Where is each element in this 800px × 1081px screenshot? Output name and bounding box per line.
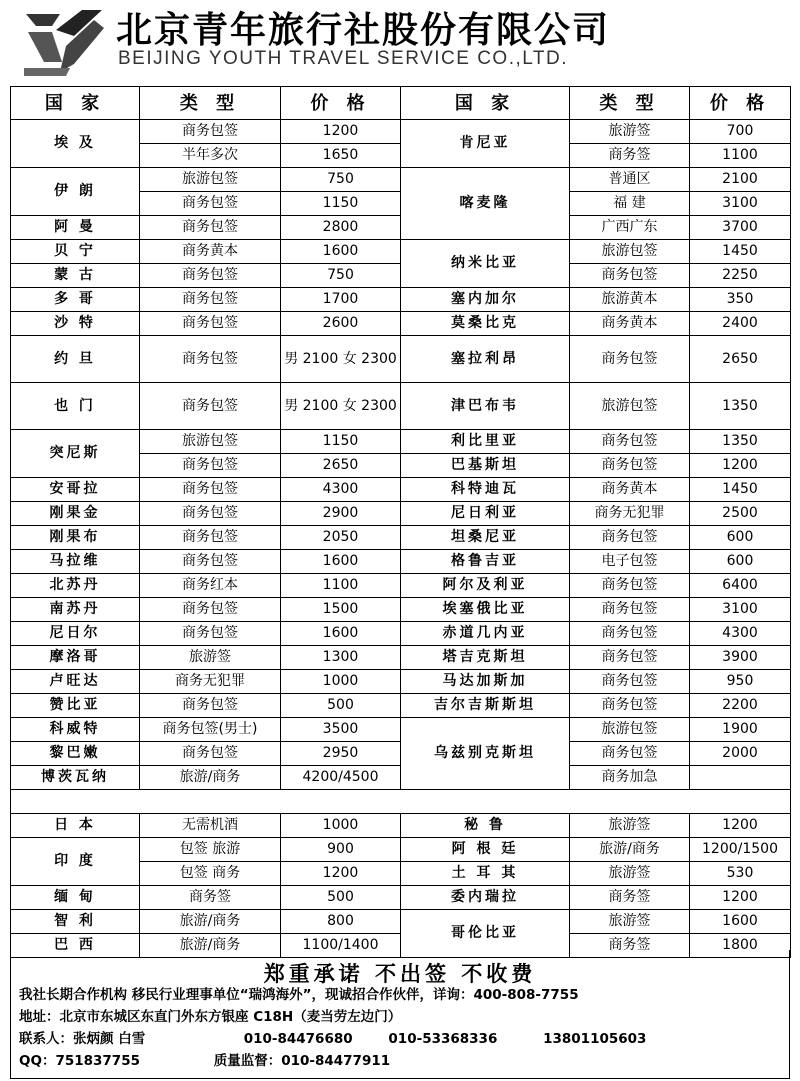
type-cell: 商务包签 — [570, 264, 690, 288]
address-line: 地址：北京市东城区东直门外东方银座 C18H（麦当劳左边门） — [19, 1009, 402, 1025]
price-cell: 2000 — [690, 742, 791, 766]
table-row — [11, 718, 791, 742]
table-header-row — [11, 87, 791, 120]
type-cell: 旅游/商务 — [570, 838, 690, 862]
price-cell: 2100 — [690, 168, 791, 192]
type-cell: 商务包签 — [570, 574, 690, 598]
price-cell: 350 — [690, 288, 791, 312]
table-row — [11, 502, 791, 526]
table-row — [11, 838, 791, 862]
type-cell: 商务包签 — [140, 550, 281, 574]
type-cell: 商务包签 — [570, 598, 690, 622]
country-cell: 也 门 — [11, 383, 140, 430]
country-cell: 赞比亚 — [11, 694, 140, 718]
country-cell: 尼日利亚 — [401, 502, 570, 526]
country-cell: 纳米比亚 — [401, 240, 570, 288]
price-cell: 800 — [281, 910, 401, 934]
type-cell: 包签 商务 — [140, 862, 281, 886]
type-cell: 商务包签(男士) — [140, 718, 281, 742]
price-cell: 1200 — [690, 814, 791, 838]
table-row — [11, 430, 791, 454]
type-cell: 商务包签 — [570, 454, 690, 478]
type-cell: 商务包签 — [140, 216, 281, 240]
country-cell: 多 哥 — [11, 288, 140, 312]
header-price: 价 格 — [690, 87, 791, 120]
country-cell: 摩洛哥 — [11, 646, 140, 670]
country-cell: 吉尔吉斯斯坦 — [401, 694, 570, 718]
type-cell: 商务黄本 — [570, 312, 690, 336]
table-row — [11, 478, 791, 502]
type-cell: 商务黄本 — [140, 240, 281, 264]
header-price: 价 格 — [281, 87, 401, 120]
country-cell: 秘 鲁 — [401, 814, 570, 838]
type-cell: 广西广东 — [570, 216, 690, 240]
country-cell: 安哥拉 — [11, 478, 140, 502]
price-cell: 1600 — [281, 240, 401, 264]
country-cell: 刚果金 — [11, 502, 140, 526]
type-cell: 商务包签 — [140, 288, 281, 312]
price-cell: 1450 — [690, 240, 791, 264]
type-cell: 旅游黄本 — [570, 288, 690, 312]
price-cell: 530 — [690, 862, 791, 886]
price-cell: 1200 — [281, 862, 401, 886]
phone-number: 13801105603 — [543, 1031, 647, 1047]
type-cell: 旅游包签 — [140, 430, 281, 454]
type-cell: 商务包签 — [570, 430, 690, 454]
type-cell: 商务包签 — [140, 120, 281, 144]
qq-line — [19, 1050, 789, 1072]
price-cell: 1100/1400 — [281, 934, 401, 958]
price-cell: 900 — [281, 838, 401, 862]
type-cell: 商务包签 — [140, 336, 281, 383]
country-cell: 土 耳 其 — [401, 862, 570, 886]
type-cell: 商务加急 — [570, 766, 690, 790]
type-cell: 旅游/商务 — [140, 910, 281, 934]
price-cell: 1100 — [281, 574, 401, 598]
table-gap-row — [11, 790, 791, 814]
country-cell: 乌兹别克斯坦 — [401, 718, 570, 790]
price-cell: 500 — [281, 694, 401, 718]
type-cell: 电子包签 — [570, 550, 690, 574]
price-cell: 2500 — [690, 502, 791, 526]
type-cell: 旅游/商务 — [140, 766, 281, 790]
price-cell: 1600 — [690, 910, 791, 934]
country-cell: 格鲁吉亚 — [401, 550, 570, 574]
type-cell: 商务包签 — [140, 383, 281, 430]
price-cell: 2600 — [281, 312, 401, 336]
price-cell: 2200 — [690, 694, 791, 718]
price-cell: 2900 — [281, 502, 401, 526]
price-cell: 1600 — [281, 622, 401, 646]
price-cell: 2650 — [281, 454, 401, 478]
country-cell: 津巴布韦 — [401, 383, 570, 430]
table-row — [11, 336, 791, 383]
country-cell: 卢旺达 — [11, 670, 140, 694]
price-cell: 2800 — [281, 216, 401, 240]
type-cell: 商务包签 — [140, 264, 281, 288]
country-cell: 缅 甸 — [11, 886, 140, 910]
country-cell: 塞拉利昂 — [401, 336, 570, 383]
type-cell: 商务包签 — [140, 478, 281, 502]
type-cell: 商务包签 — [140, 742, 281, 766]
type-cell: 商务包签 — [140, 526, 281, 550]
price-cell: 2050 — [281, 526, 401, 550]
country-cell: 马拉维 — [11, 550, 140, 574]
price-cell: 1150 — [281, 430, 401, 454]
table-row — [11, 240, 791, 264]
price-cell: 2650 — [690, 336, 791, 383]
type-cell: 商务包签 — [140, 454, 281, 478]
country-cell: 莫桑比克 — [401, 312, 570, 336]
country-cell: 利比里亚 — [401, 430, 570, 454]
price-cell: 1600 — [281, 550, 401, 574]
country-cell: 科威特 — [11, 718, 140, 742]
partner-line: 我社长期合作机构 移民行业理事单位“瑞鸿海外”，现诚招合作伙伴，详询：400-808-7755 — [19, 987, 579, 1003]
country-cell: 塞内加尔 — [401, 288, 570, 312]
price-cell: 4200/4500 — [281, 766, 401, 790]
price-cell: 男 2100 女 2300 — [281, 383, 401, 430]
type-cell: 商务签 — [570, 934, 690, 958]
type-cell: 商务红本 — [140, 574, 281, 598]
country-cell: 北苏丹 — [11, 574, 140, 598]
country-cell: 蒙 古 — [11, 264, 140, 288]
price-cell: 1500 — [281, 598, 401, 622]
country-cell: 委内瑞拉 — [401, 886, 570, 910]
table-row — [11, 886, 791, 910]
type-cell: 商务签 — [570, 144, 690, 168]
table-row — [11, 120, 791, 144]
price-cell: 1300 — [281, 646, 401, 670]
price-cell: 1200/1500 — [690, 838, 791, 862]
table-row — [11, 574, 791, 598]
country-cell: 阿尔及利亚 — [401, 574, 570, 598]
type-cell: 商务包签 — [140, 502, 281, 526]
type-cell: 商务包签 — [570, 622, 690, 646]
type-cell: 商务包签 — [570, 742, 690, 766]
price-cell: 750 — [281, 264, 401, 288]
price-cell: 1350 — [690, 383, 791, 430]
type-cell: 旅游包签 — [570, 718, 690, 742]
contact-label: 联系人：张炳颜 白雪 — [19, 1031, 146, 1047]
gap-cell — [11, 790, 791, 814]
country-cell: 伊 朗 — [11, 168, 140, 216]
price-cell: 1000 — [281, 814, 401, 838]
type-cell: 旅游/商务 — [140, 934, 281, 958]
price-cell: 600 — [690, 526, 791, 550]
table-row — [11, 288, 791, 312]
price-cell: 男 2100 女 2300 — [281, 336, 401, 383]
phone-number: 010-53368336 — [388, 1031, 498, 1047]
price-cell: 1200 — [690, 886, 791, 910]
type-cell: 普通区 — [570, 168, 690, 192]
price-cell: 2250 — [690, 264, 791, 288]
price-cell: 1350 — [690, 430, 791, 454]
supervision-phone: 质量监督：010-84477911 — [213, 1053, 391, 1069]
table-row — [11, 526, 791, 550]
country-cell: 刚果布 — [11, 526, 140, 550]
table-row — [11, 814, 791, 838]
price-cell: 1100 — [690, 144, 791, 168]
type-cell: 商务包签 — [570, 336, 690, 383]
country-cell: 博茨瓦纳 — [11, 766, 140, 790]
table-row — [11, 670, 791, 694]
price-cell: 1150 — [281, 192, 401, 216]
price-cell: 4300 — [690, 622, 791, 646]
country-cell: 肯尼亚 — [401, 120, 570, 168]
country-cell: 坦桑尼亚 — [401, 526, 570, 550]
type-cell: 商务包签 — [140, 192, 281, 216]
phone-number: 010-84476680 — [243, 1031, 353, 1047]
country-cell: 沙 特 — [11, 312, 140, 336]
price-cell: 1650 — [281, 144, 401, 168]
country-cell: 智 利 — [11, 910, 140, 934]
header-country: 国 家 — [11, 87, 140, 120]
type-cell: 商务包签 — [570, 646, 690, 670]
header-type: 类 型 — [140, 87, 281, 120]
header-type: 类 型 — [570, 87, 690, 120]
type-cell: 无需机酒 — [140, 814, 281, 838]
type-cell: 旅游包签 — [570, 383, 690, 430]
price-cell: 3500 — [281, 718, 401, 742]
price-cell: 3100 — [690, 598, 791, 622]
price-cell: 2400 — [690, 312, 791, 336]
header-country: 国 家 — [401, 87, 570, 120]
price-cell: 6400 — [690, 574, 791, 598]
price-cell: 600 — [690, 550, 791, 574]
visa-price-table — [10, 86, 791, 958]
table-row — [11, 622, 791, 646]
type-cell: 商务包签 — [570, 694, 690, 718]
company-name-en: BEIJING YOUTH TRAVEL SERVICE CO.,LTD. — [118, 48, 569, 69]
country-cell: 科特迪瓦 — [401, 478, 570, 502]
type-cell: 旅游包签 — [570, 240, 690, 264]
table-row — [11, 168, 791, 192]
country-cell: 喀麦隆 — [401, 168, 570, 240]
promise-banner: 郑重承诺 不出签 不收费 — [263, 962, 537, 986]
table-row — [11, 383, 791, 430]
table-row — [11, 312, 791, 336]
price-cell: 3100 — [690, 192, 791, 216]
country-cell: 南苏丹 — [11, 598, 140, 622]
type-cell: 商务无犯罪 — [570, 502, 690, 526]
type-cell: 商务包签 — [140, 312, 281, 336]
price-cell — [690, 766, 791, 790]
price-cell: 3700 — [690, 216, 791, 240]
country-cell: 突尼斯 — [11, 430, 140, 478]
type-cell: 旅游签 — [570, 120, 690, 144]
country-cell: 黎巴嫩 — [11, 742, 140, 766]
country-cell: 巴基斯坦 — [401, 454, 570, 478]
type-cell: 商务签 — [140, 886, 281, 910]
footer — [10, 950, 790, 1079]
country-cell: 赤道几内亚 — [401, 622, 570, 646]
price-cell: 1200 — [281, 120, 401, 144]
type-cell: 商务包签 — [140, 694, 281, 718]
price-cell: 1000 — [281, 670, 401, 694]
type-cell: 商务签 — [570, 886, 690, 910]
country-cell: 阿 根 廷 — [401, 838, 570, 862]
price-cell: 1700 — [281, 288, 401, 312]
type-cell: 包签 旅游 — [140, 838, 281, 862]
table-row — [11, 550, 791, 574]
type-cell: 商务包签 — [140, 622, 281, 646]
price-cell: 950 — [690, 670, 791, 694]
table-row — [11, 910, 791, 934]
table-row — [11, 646, 791, 670]
type-cell: 旅游签 — [140, 646, 281, 670]
type-cell: 旅游签 — [570, 862, 690, 886]
type-cell: 旅游签 — [570, 814, 690, 838]
company-name-cn: 北京青年旅行社股份有限公司 — [116, 9, 611, 51]
country-cell: 哥伦比亚 — [401, 910, 570, 958]
country-cell: 贝 宁 — [11, 240, 140, 264]
type-cell: 商务包签 — [570, 670, 690, 694]
country-cell: 塔吉克斯坦 — [401, 646, 570, 670]
type-cell: 半年多次 — [140, 144, 281, 168]
country-cell: 阿 曼 — [11, 216, 140, 240]
country-cell: 埃 及 — [11, 120, 140, 168]
price-cell: 500 — [281, 886, 401, 910]
contact-line — [19, 1028, 789, 1050]
country-cell: 尼日尔 — [11, 622, 140, 646]
header — [0, 0, 800, 84]
type-cell: 福 建 — [570, 192, 690, 216]
country-cell: 约 旦 — [11, 336, 140, 383]
type-cell: 商务黄本 — [570, 478, 690, 502]
type-cell: 旅游包签 — [140, 168, 281, 192]
country-cell: 巴 西 — [11, 934, 140, 958]
table-row — [11, 694, 791, 718]
price-cell: 750 — [281, 168, 401, 192]
price-cell: 1200 — [690, 454, 791, 478]
price-cell: 3900 — [690, 646, 791, 670]
country-cell: 日 本 — [11, 814, 140, 838]
type-cell: 旅游签 — [570, 910, 690, 934]
company-logo-icon — [22, 6, 106, 78]
country-cell: 埃塞俄比亚 — [401, 598, 570, 622]
price-cell: 1800 — [690, 934, 791, 958]
price-cell: 4300 — [281, 478, 401, 502]
price-cell: 1900 — [690, 718, 791, 742]
table-row — [11, 598, 791, 622]
country-cell: 印 度 — [11, 838, 140, 886]
type-cell: 商务包签 — [140, 598, 281, 622]
price-cell: 700 — [690, 120, 791, 144]
price-cell: 2950 — [281, 742, 401, 766]
price-cell: 1450 — [690, 478, 791, 502]
type-cell: 商务包签 — [570, 526, 690, 550]
country-cell: 马达加斯加 — [401, 670, 570, 694]
type-cell: 商务无犯罪 — [140, 670, 281, 694]
qq-number: QQ：751837755 — [19, 1053, 140, 1069]
